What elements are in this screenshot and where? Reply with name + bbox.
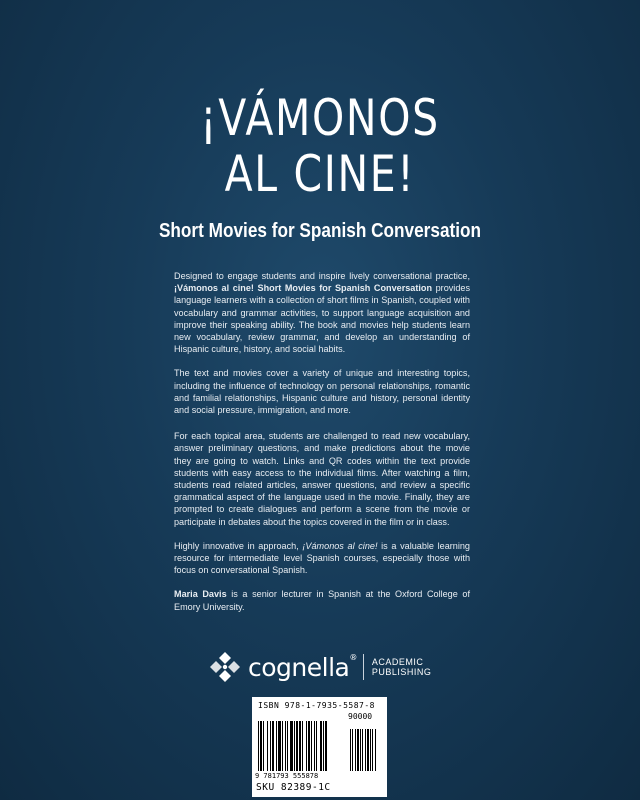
author-name: Maria Davis bbox=[174, 589, 227, 600]
barcode-digits: 9 781793 555878 bbox=[255, 772, 319, 780]
barcode-bar bbox=[311, 721, 312, 771]
barcode-bars bbox=[258, 721, 381, 773]
barcode-bar bbox=[290, 721, 293, 771]
price-bar bbox=[365, 729, 366, 771]
book-title-line-1: ¡VÁMONOS bbox=[200, 89, 440, 147]
barcode-bar bbox=[285, 721, 286, 771]
p4-book-title: ¡Vámonos al cine! bbox=[302, 540, 378, 551]
back-cover-description bbox=[174, 270, 470, 625]
author-bio bbox=[174, 588, 470, 612]
p4-intro: Highly innovative in approach, bbox=[174, 540, 303, 551]
isbn-text: ISBN 978-1-7935-5587-8 bbox=[258, 701, 375, 710]
publisher-tagline bbox=[372, 657, 432, 677]
p1-intro: Designed to engage students and inspire lively conversational practice, bbox=[174, 271, 470, 281]
publisher-wordmark: cognella® bbox=[248, 652, 357, 682]
description-paragraph-1 bbox=[174, 270, 470, 355]
p1-rest: provides language learners with a collection of short films in Spanish, coupled with vocabulary and grammar activities, to support language acquisition and improve their speaking ability. The book and movies help students learn new vocabulary, review grammar, and develop an understanding of Hispanic culture, history, and social habits. bbox=[174, 283, 470, 355]
price-bar bbox=[372, 729, 373, 771]
barcode-bar bbox=[267, 721, 268, 771]
barcode-bar bbox=[287, 721, 288, 771]
barcode-bar bbox=[296, 721, 298, 771]
cognella-mark-icon bbox=[208, 650, 242, 684]
barcode-bar bbox=[260, 721, 262, 771]
price-bar bbox=[357, 729, 359, 771]
description-paragraph-2: The text and movies cover a variety of unique and interesting topics, including the influence of technology on personal relationships, romantic and familial relationships, Hispanic culture and history, personal identity and social pressure, immigration, and more. bbox=[174, 368, 470, 416]
price-bar bbox=[375, 729, 376, 771]
barcode-bar bbox=[282, 721, 283, 771]
barcode-bar bbox=[314, 721, 315, 771]
price-bar bbox=[355, 729, 356, 771]
tagline-line-1: ACADEMIC bbox=[371, 657, 424, 667]
price-bar bbox=[367, 729, 369, 771]
price-code: 90000 bbox=[348, 712, 373, 721]
tagline-line-2: PUBLISHING bbox=[371, 667, 432, 677]
barcode-bar bbox=[299, 721, 301, 771]
price-bar bbox=[352, 729, 353, 771]
barcode-bar bbox=[272, 721, 274, 771]
price-bar bbox=[370, 729, 371, 771]
barcode-bar bbox=[294, 721, 295, 771]
p4-rest: is a valuable learning resource for intermediate level Spanish courses, especially those with focus on conversational Spanish. bbox=[174, 540, 470, 576]
barcode-bar bbox=[258, 721, 259, 771]
book-subtitle: Short Movies for Spanish Conversation bbox=[158, 220, 482, 242]
price-bar bbox=[350, 729, 351, 771]
publisher-logo bbox=[208, 650, 431, 684]
p1-book-title: ¡Vámonos al cine! Short Movies for Spanish Conversation bbox=[174, 283, 433, 294]
barcode-bar bbox=[276, 721, 277, 771]
barcode-bar bbox=[306, 721, 307, 771]
price-bar bbox=[362, 729, 363, 771]
logo-divider bbox=[363, 654, 364, 680]
description-paragraph-3: For each topical area, students are challenged to read new vocabulary, answer preliminary questions, and make predictions about the movie they are going to watch. Links and QR codes within the text provide students with easy access to the individual films. After watching a film, students read related articles, answer questions, and review a specific grammatical aspect of the language used in the movie. Finally, they are prompted to create dialogues and perform a scene from the movie or participate in debates about the topics covered in the film or in class. bbox=[174, 431, 470, 527]
barcode-bar bbox=[302, 721, 303, 771]
barcode-bar bbox=[323, 721, 324, 771]
sku-text: SKU 82389-1C bbox=[256, 782, 331, 793]
barcode-bar bbox=[270, 721, 271, 771]
barcode-bar bbox=[316, 721, 317, 771]
barcode-bar bbox=[325, 721, 327, 771]
barcode-bar bbox=[308, 721, 310, 771]
barcode-bar bbox=[263, 721, 264, 771]
price-bar bbox=[360, 729, 361, 771]
book-title-line-2: AL CINE! bbox=[224, 145, 416, 203]
barcode-bar bbox=[320, 721, 322, 771]
description-paragraph-4 bbox=[174, 540, 470, 577]
author-bio-text: is a senior lecturer in Spanish at the Oxford College of Emory University. bbox=[174, 589, 470, 612]
barcode-bar bbox=[278, 721, 281, 771]
barcode-block bbox=[252, 697, 387, 797]
